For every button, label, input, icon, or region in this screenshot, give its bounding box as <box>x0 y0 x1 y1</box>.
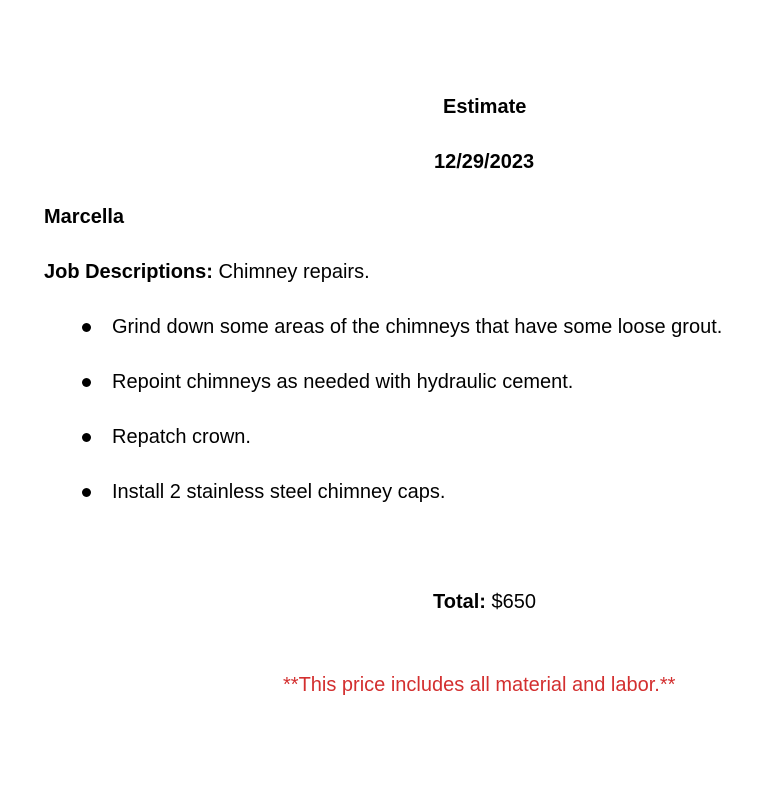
total-value: $650 <box>485 591 537 613</box>
client-name: Marcella <box>44 206 125 228</box>
bullet-icon <box>82 323 91 332</box>
bullet-icon <box>82 378 91 387</box>
task-text: Grind down some areas of the chimneys that have some loose grout. <box>112 316 723 338</box>
price-note: **This price includes all material and labor.** <box>283 674 676 696</box>
total-label: Total: <box>433 591 486 613</box>
total-price <box>433 590 536 614</box>
job-description <box>44 260 370 284</box>
task-text: Install 2 stainless steel chimney caps. <box>112 481 446 503</box>
document-title: Estimate <box>443 96 527 118</box>
task-text: Repoint chimneys as needed with hydraulic cement. <box>112 371 574 393</box>
bullet-icon <box>82 433 91 442</box>
job-description-value: Chimney repairs. <box>212 261 370 283</box>
estimate-date: 12/29/2023 <box>434 151 535 173</box>
task-text: Repatch crown. <box>112 426 251 448</box>
bullet-icon <box>82 488 91 497</box>
job-description-label: Job Descriptions: <box>44 261 213 283</box>
